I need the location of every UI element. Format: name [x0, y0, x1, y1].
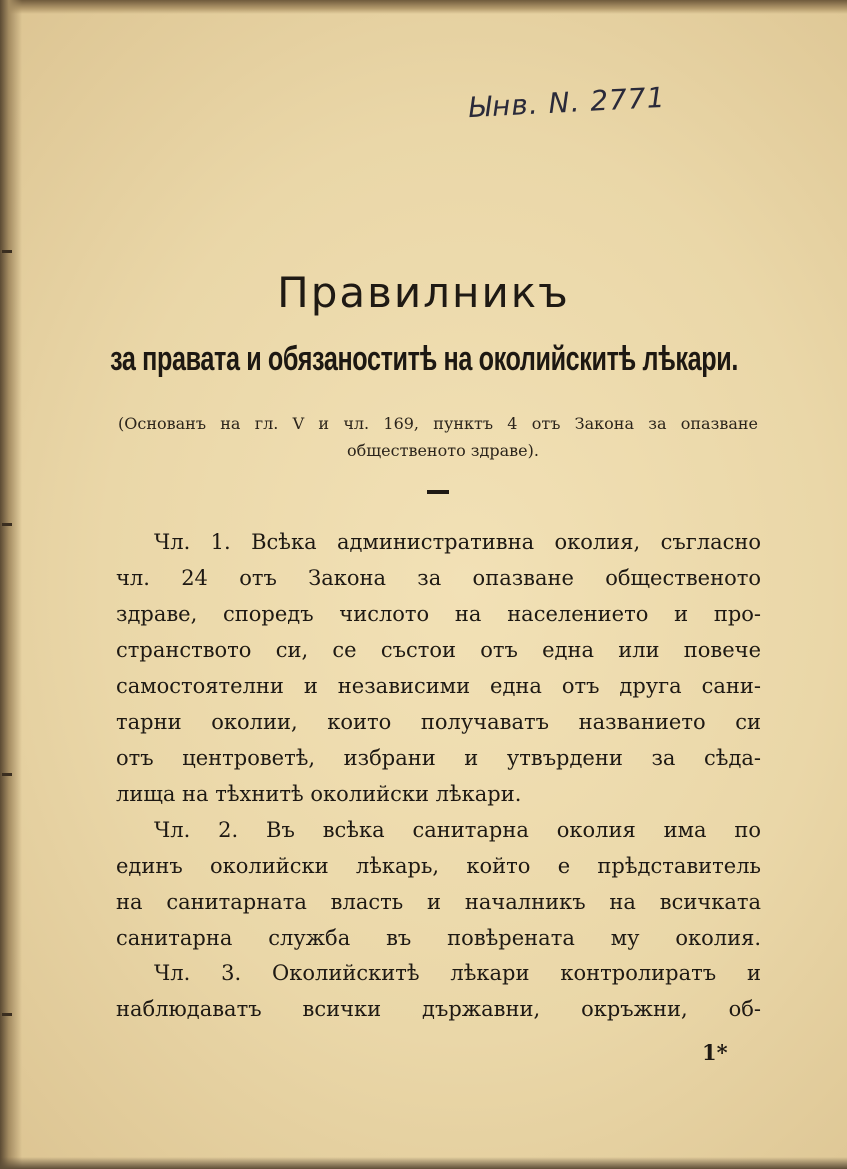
document-title: Правилникъ: [277, 268, 570, 317]
article-3: [116, 955, 761, 1027]
article-line: Чл. 2. Въ всѣка санитарна околия има по: [154, 818, 761, 842]
article-line: странството си, се състои отъ една или повече: [116, 638, 761, 662]
legal-basis-line-2: общественото здраве).: [347, 441, 539, 460]
document-subtitle: за правата и обязаноститѣ на околийскитѣ лѣкари.: [110, 340, 738, 378]
article-line: здраве, споредъ числото на населението и про-: [116, 602, 761, 626]
page-top-edge: [0, 0, 847, 14]
article-line: отъ центроветѣ, избрани и утвърдени за сѣда-: [116, 746, 761, 770]
section-divider: [427, 490, 449, 494]
article-1: [116, 524, 761, 812]
article-line: единъ околийски лѣкарь, който е прѣдставитель: [116, 854, 761, 878]
article-line: наблюдаватъ всички държавни, окръжни, об-: [116, 997, 761, 1021]
article-line: лища на тѣхнитѣ околийски лѣкари.: [116, 782, 522, 806]
article-line: самостоятелни и независими една отъ друга сани-: [116, 674, 761, 698]
page-binding-edge: [0, 0, 22, 1169]
article-line: Чл. 1. Всѣка административна околия, съгласно: [154, 530, 761, 554]
article-line: на санитарната власть и началникъ на всичката: [116, 890, 761, 914]
legal-basis-note: [118, 410, 768, 464]
legal-basis-line-1: (Основанъ на гл. V и чл. 169, пунктъ 4 отъ Закона за опазване: [118, 414, 758, 433]
article-2: [116, 812, 761, 956]
article-line: чл. 24 отъ Закона за опазване общественото: [116, 566, 761, 590]
signature-mark: 1*: [702, 1040, 728, 1065]
inventory-number: Ынв. N. 2771: [467, 80, 667, 125]
page-bottom-edge: [0, 1157, 847, 1169]
article-line: Чл. 3. Околийскитѣ лѣкари контролиратъ и: [154, 961, 761, 985]
article-line: санитарна служба въ повѣрената му околия.: [116, 926, 761, 950]
article-line: тарни околии, които получаватъ названието си: [116, 710, 761, 734]
